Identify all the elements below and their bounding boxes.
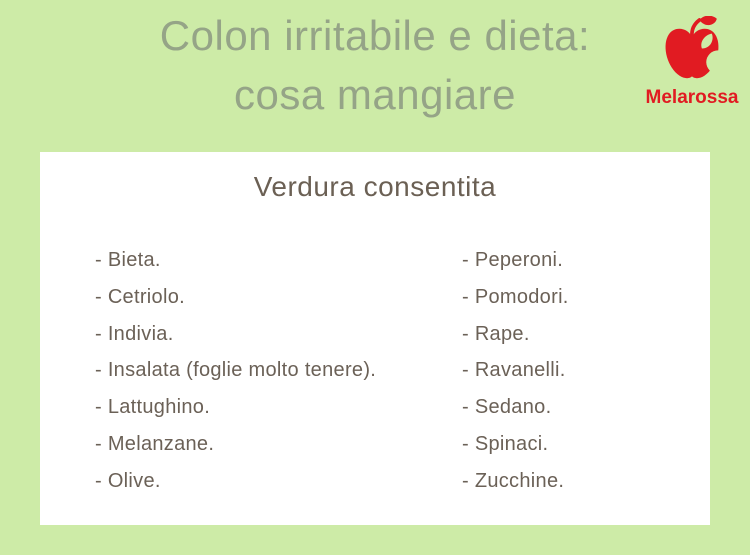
list-item: - Olive. bbox=[95, 469, 161, 492]
list-item: - Ravanelli. bbox=[462, 359, 566, 382]
allowed-vegetables-card bbox=[40, 152, 710, 525]
list-item: - Insalata (foglie molto tenere). bbox=[95, 359, 377, 382]
list-item: - Zucchine. bbox=[462, 469, 565, 492]
list-item: - Bieta. bbox=[95, 249, 161, 271]
vegetable-list-left bbox=[95, 242, 376, 500]
brand-name: Melarossa bbox=[645, 87, 739, 108]
page-title bbox=[0, 6, 750, 124]
list-item: - Indivia. bbox=[95, 322, 174, 345]
list-item: - Melanzane. bbox=[95, 432, 215, 455]
vegetable-list-right bbox=[462, 242, 569, 500]
card-heading: Verdura consentita bbox=[253, 171, 497, 202]
list-item: - Rape. bbox=[462, 322, 530, 345]
list-item: - Cetriolo. bbox=[95, 285, 185, 308]
page-title-line2: cosa mangiare bbox=[234, 71, 516, 118]
list-item: - Lattughino. bbox=[95, 396, 211, 419]
list-item: - Sedano. bbox=[462, 396, 552, 419]
list-item: - Pomodori. bbox=[462, 285, 569, 308]
red-apple-with-bite-icon bbox=[661, 16, 723, 86]
list-item: - Peperoni. bbox=[462, 249, 564, 271]
list-item: - Spinaci. bbox=[462, 432, 549, 455]
page-title-line1: Colon irritabile e dieta: bbox=[159, 12, 591, 59]
melarossa-logo bbox=[640, 16, 744, 109]
